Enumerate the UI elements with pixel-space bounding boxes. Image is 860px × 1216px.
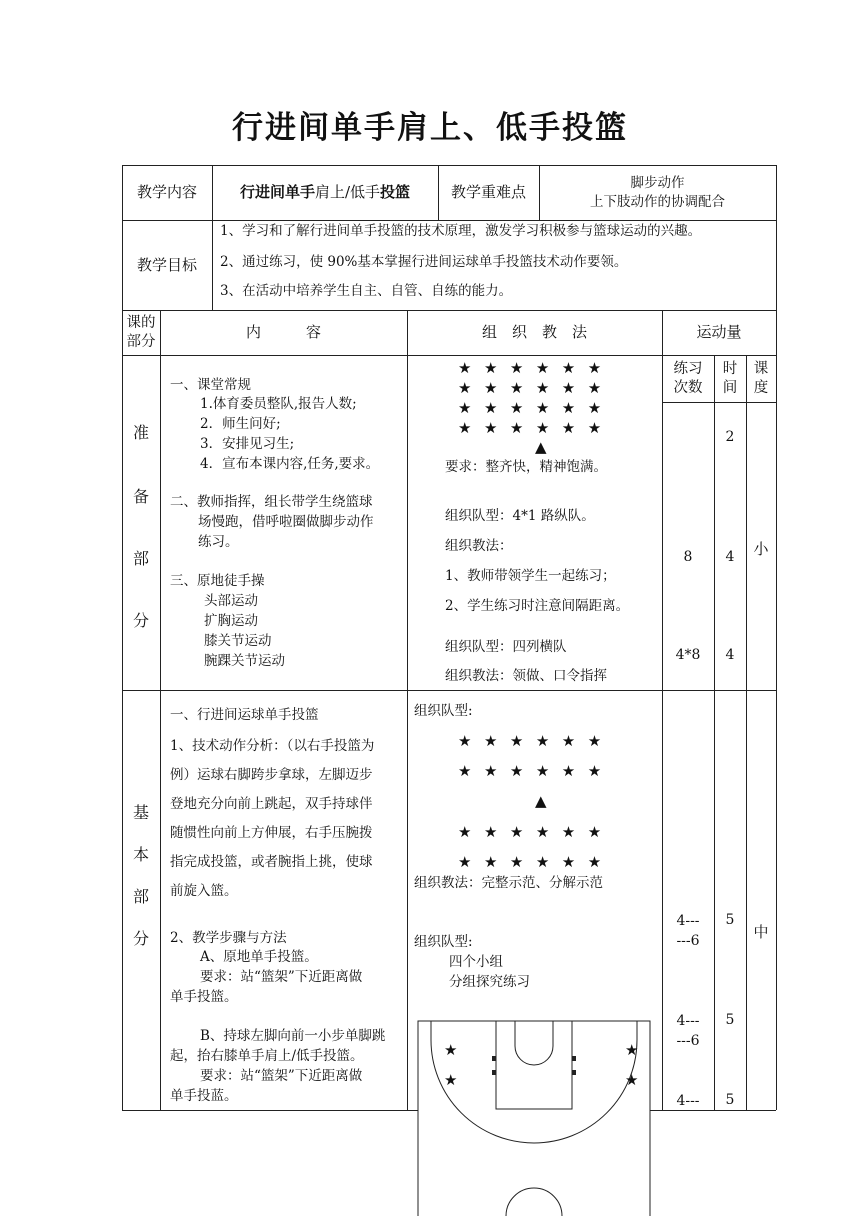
content-value-c: 投篮 <box>380 183 411 202</box>
basic-star-row-1: ★★★★★★ <box>458 732 614 750</box>
basic-intensity: 中 <box>753 923 769 941</box>
basic-reps-2a: 4--- <box>676 1013 700 1029</box>
basic-content-2: 1、技术动作分析：（以右手投篮为 <box>170 738 375 754</box>
difficulty-line-1: 脚步动作 <box>630 175 685 192</box>
basic-part-char-3: 部 <box>132 887 149 906</box>
basic-content-3: 例）运球右脚跨步拿球，左脚迈步 <box>170 767 373 783</box>
basic-part-char-4: 分 <box>132 929 149 948</box>
prep-method-6: 组织队型：四列横队 <box>445 639 567 655</box>
time-header-line-2: 间 <box>722 379 738 396</box>
court-star-1: ★ <box>444 1041 458 1059</box>
prep-content-12: 膝关节运动 <box>204 633 272 649</box>
court-star-3: ★ <box>625 1041 639 1059</box>
prep-part-char-4: 分 <box>132 611 149 630</box>
basic-teacher-triangle: ▲ <box>535 792 547 810</box>
basic-content-8: 2、教学步骤与方法 <box>170 930 287 946</box>
basic-star-row-3: ★★★★★★ <box>458 823 614 841</box>
basic-reps-3a: 4--- <box>676 1093 700 1109</box>
prep-star-row-2: ★★★★★★ <box>458 379 614 397</box>
basic-time-3: 5 <box>725 1092 735 1108</box>
basic-method-5: 分组探究练习 <box>449 974 530 990</box>
prep-time-3: 4 <box>725 647 735 663</box>
court-star-2: ★ <box>444 1071 458 1089</box>
prep-method-4: 1、教师带领学生一起练习； <box>445 568 616 584</box>
basic-content-6: 指完成投篮，或者腕指上挑，使球 <box>170 854 373 870</box>
load-header: 运动量 <box>696 323 742 342</box>
time-header <box>714 355 746 402</box>
basic-reps-1a: 4--- <box>676 913 700 929</box>
prep-content-8: 练习。 <box>198 534 239 550</box>
basic-star-row-4: ★★★★★★ <box>458 853 614 871</box>
part-header-line-1: 课的 <box>126 314 156 331</box>
prep-content-13: 腕踝关节运动 <box>204 653 285 669</box>
basic-content-1: 一、行进间运球单手投篮 <box>170 707 319 723</box>
method-header: 组 织 教 法 <box>481 323 587 342</box>
basic-method-1: 组织队型: <box>414 703 473 719</box>
prep-star-row-1: ★★★★★★ <box>458 359 614 377</box>
objective-1: 1、学习和了解行进间单手投篮的技术原理，激发学习积极参与篮球运动的兴趣。 <box>220 223 702 239</box>
page-title: 行进间单手肩上、低手投篮 <box>232 110 628 146</box>
prep-time-1: 2 <box>725 429 735 445</box>
prep-content-5: 4．宣布本课内容,任务,要求。 <box>200 456 380 472</box>
prep-content-3: 2．师生问好; <box>200 416 281 432</box>
prep-method-5: 2、学生练习时注意间隔距离。 <box>445 598 630 614</box>
prep-method-7: 组织教法：领做、口令指挥 <box>445 668 607 684</box>
prep-method-1: 要求：整齐快，精神饱满。 <box>445 459 607 475</box>
basic-method-4: 四个小组 <box>449 954 503 970</box>
reps-header-line-2: 次数 <box>673 379 703 396</box>
content-value <box>212 165 438 220</box>
prep-teacher-triangle: ▲ <box>535 438 547 456</box>
prep-content-1: 一、课堂常规 <box>170 377 251 393</box>
basic-content-4: 登地充分向前上跳起，双手持球伴 <box>170 796 373 812</box>
reps-header <box>662 355 714 402</box>
time-header-line-1: 时 <box>722 360 738 377</box>
prep-content-10: 头部运动 <box>204 593 258 609</box>
basic-content-9: A、原地单手投篮。 <box>200 949 318 965</box>
prep-content-9: 三、原地徒手操 <box>170 573 265 589</box>
reps-header-line-1: 练习 <box>673 360 703 377</box>
prep-part-char-3: 部 <box>132 549 149 568</box>
prep-time-2: 4 <box>725 549 735 565</box>
basic-content-14: 要求：站“篮架”下近距离做 <box>200 1068 363 1084</box>
prep-content-7: 场慢跑，借呼啦圈做脚步动作 <box>198 514 374 530</box>
basic-star-row-2: ★★★★★★ <box>458 762 614 780</box>
content-label: 教学内容 <box>136 183 197 202</box>
basic-method-2: 组织教法：完整示范、分解示范 <box>414 875 603 891</box>
basic-content-15: 单手投蓝。 <box>170 1088 238 1104</box>
basic-part-char-2: 本 <box>132 845 149 864</box>
basic-part-char-1: 基 <box>132 803 149 822</box>
prep-content-6: 二、教师指挥，组长带学生绕篮球 <box>170 494 373 510</box>
part-header-line-2: 部分 <box>126 333 156 350</box>
basic-content-7: 前旋入篮。 <box>170 883 238 899</box>
basic-content-5: 随惯性向前上方伸展，右手压腕拨 <box>170 825 373 841</box>
prep-part-char-2: 备 <box>132 487 149 506</box>
prep-reps-2: 4*8 <box>675 647 701 663</box>
difficulty-value <box>539 165 776 220</box>
court-star-4: ★ <box>625 1071 639 1089</box>
intensity-header-line-2: 度 <box>753 379 769 396</box>
objective-3: 3、在活动中培养学生自主、自管、自练的能力。 <box>220 283 513 299</box>
basic-time-1: 5 <box>725 912 735 928</box>
prep-content-2: 1.体育委员整队,报告人数; <box>200 396 357 412</box>
difficulty-line-2: 上下肢动作的协调配合 <box>590 193 725 210</box>
basic-time-2: 5 <box>725 1012 735 1028</box>
prep-method-3: 组织教法： <box>445 538 513 554</box>
content-value-a: 行进间单手 <box>239 183 315 202</box>
part-header <box>122 310 160 355</box>
prep-content-4: 3．安排见习生; <box>200 436 295 452</box>
content-value-b: 肩上/低手 <box>314 183 381 202</box>
prep-method-2: 组织队型：4*1 路纵队。 <box>445 508 595 524</box>
prep-star-row-3: ★★★★★★ <box>458 399 614 417</box>
intensity-header-line-1: 课 <box>753 360 769 377</box>
basic-reps-2b: ---6 <box>676 1033 700 1049</box>
basic-content-13: 起，抬右膝单手肩上/低手投篮。 <box>170 1048 364 1064</box>
basic-content-10: 要求：站“篮架”下近距离做 <box>200 969 363 985</box>
prep-intensity: 小 <box>753 540 769 558</box>
basic-content-12: B、持球左脚向前一小步单脚跳 <box>200 1028 386 1044</box>
objective-2: 2、通过练习，使 90%基本掌握行进间运球单手投篮技术动作要领。 <box>220 254 628 270</box>
basic-method-3: 组织队型: <box>414 934 473 950</box>
basic-content-11: 单手投篮。 <box>170 989 238 1005</box>
content-header: 内 容 <box>245 323 321 342</box>
difficulty-label: 教学重难点 <box>450 183 526 202</box>
prep-star-row-4: ★★★★★★ <box>458 419 614 437</box>
prep-content-11: 扩胸运动 <box>204 613 258 629</box>
prep-reps-1: 8 <box>683 549 693 565</box>
objectives-label: 教学目标 <box>136 255 197 274</box>
intensity-header <box>746 355 776 402</box>
basic-reps-1b: ---6 <box>676 933 700 949</box>
prep-part-char-1: 准 <box>132 423 149 442</box>
